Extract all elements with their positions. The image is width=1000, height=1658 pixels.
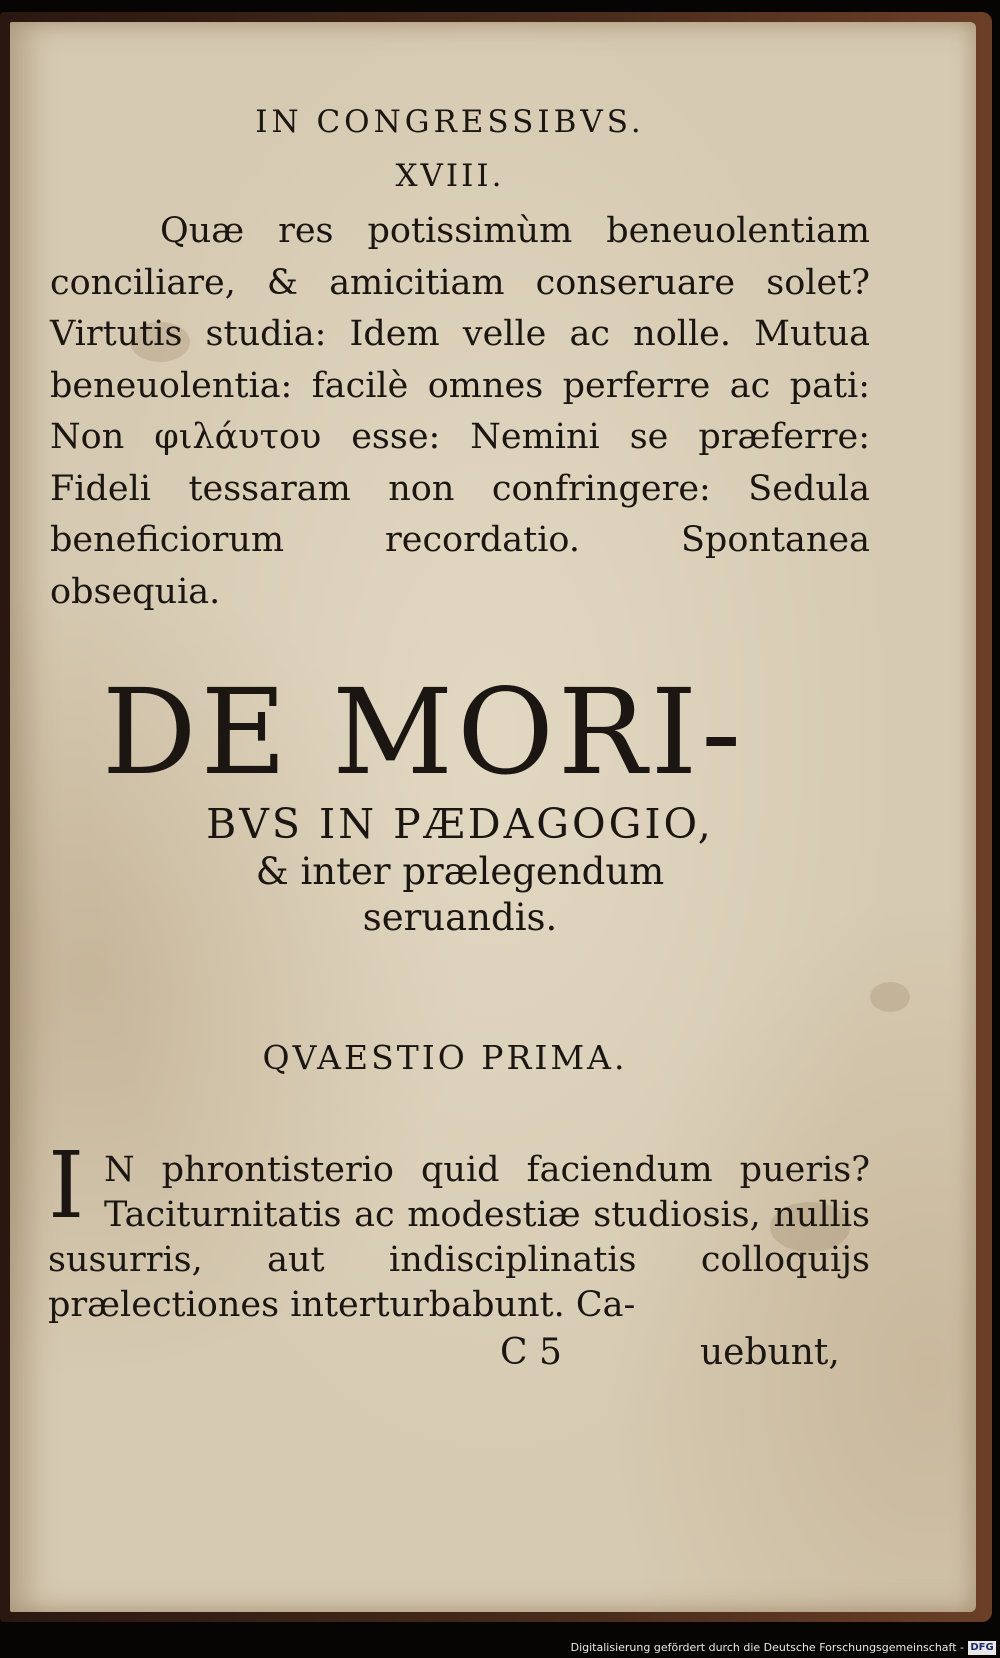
- chapter-title-line-4: seruandis.: [362, 896, 558, 939]
- drop-cap-spacer: [48, 1148, 104, 1232]
- digitization-credit: Digitalisierung gefördert durch die Deutsche Forschungsgemeinschaft -: [570, 1641, 964, 1654]
- body-paragraph: Quæ res potissimùm beneuolentiam conciliare, & amicitiam conseruare solet? Virtutis studia: Idem velle ac nolle. Mutua beneuolentia: facilè omnes perferre ac pati: Non φιλάυτου esse: Nemini se præferre: Fideli tessaram non confringere: Sedula beneficiorum recordatio. Spontanea obsequia.: [50, 211, 870, 612]
- answer-block: [48, 1132, 874, 1360]
- drop-cap-initial: I: [48, 1132, 85, 1239]
- paper-stain: [870, 982, 910, 1012]
- catchword: uebunt,: [700, 1332, 840, 1373]
- chapter-title-line-2: BVS IN PÆDAGOGIO,: [206, 800, 714, 848]
- running-head: IN CONGRESSIBVS.: [255, 104, 645, 140]
- signature-mark: C 5: [500, 1332, 562, 1373]
- book-page: [10, 22, 976, 1612]
- answer-text: N phrontisterio quid faciendum pueris? Taciturnitatis ac modestiæ studiosis, nullis susurris, aut indisciplinatis colloquijs prælectiones interturbabunt. Ca-: [48, 1150, 870, 1325]
- chapter-title-line-3: & inter prælegendum: [255, 850, 665, 893]
- answer-paragraph: [48, 1148, 870, 1328]
- dfg-logo: DFG: [968, 1641, 996, 1655]
- section-number: XVIII.: [395, 158, 505, 194]
- question-heading: QVAESTIO PRIMA.: [262, 1038, 628, 1077]
- chapter-title-line-1: DE MORI-: [102, 663, 746, 801]
